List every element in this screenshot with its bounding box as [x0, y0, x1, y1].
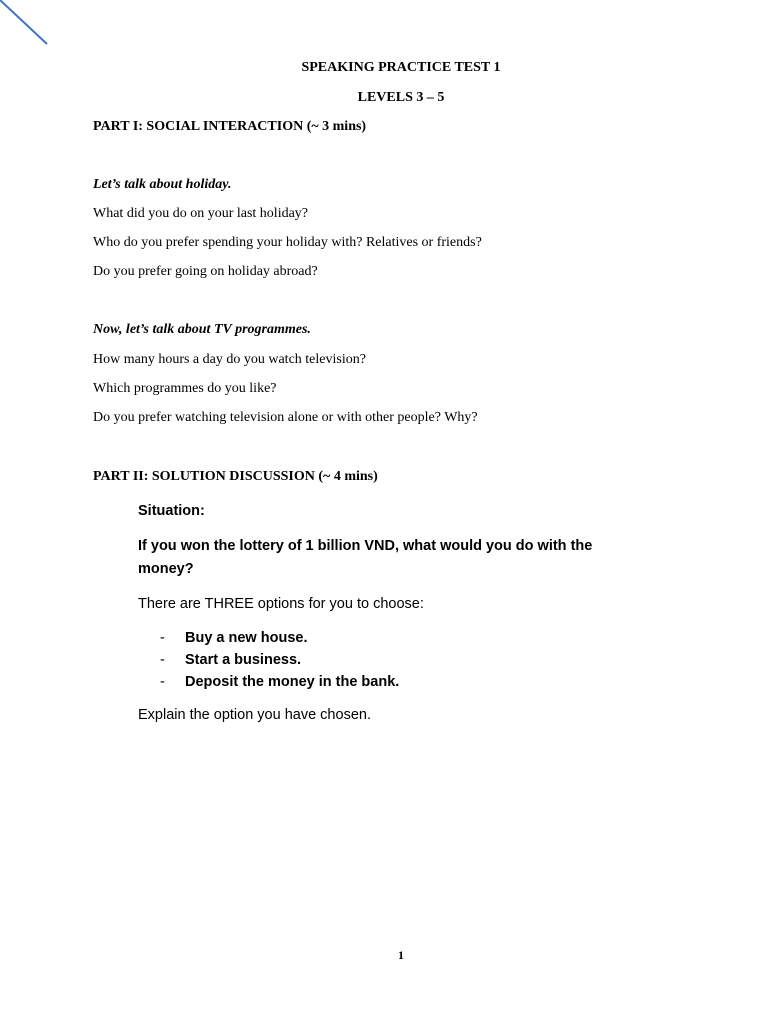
- option-label: Buy a new house.: [185, 630, 308, 646]
- option-label: Start a business.: [185, 652, 302, 668]
- option-item: [160, 627, 399, 649]
- corner-fold-line: [0, 0, 60, 60]
- bullet-dash: -: [160, 652, 165, 668]
- document-levels: LEVELS 3 – 5: [357, 90, 445, 105]
- topic1-question-1: What did you do on your last holiday?: [93, 206, 309, 221]
- part1-heading: PART I: SOCIAL INTERACTION (~ 3 mins): [93, 119, 367, 134]
- situation-label: Situation:: [138, 503, 205, 519]
- bullet-dash: -: [160, 674, 165, 690]
- topic2-question-3: Do you prefer watching television alone or with other people? Why?: [93, 410, 478, 425]
- topic2-question-2: Which programmes do you like?: [93, 381, 277, 396]
- option-label: Deposit the money in the bank.: [185, 674, 400, 690]
- topic1-question-2: Who do you prefer spending your holiday with? Relatives or friends?: [93, 235, 482, 250]
- part2-heading: PART II: SOLUTION DISCUSSION (~ 4 mins): [93, 469, 378, 484]
- options-list: [160, 627, 399, 693]
- topic1-question-3: Do you prefer going on holiday abroad?: [93, 264, 318, 279]
- topic2-question-1: How many hours a day do you watch television?: [93, 352, 366, 367]
- document-title: SPEAKING PRACTICE TEST 1: [301, 60, 501, 75]
- closing-instruction: Explain the option you have chosen.: [138, 707, 371, 723]
- topic2-intro: Now, let’s talk about TV programmes.: [93, 322, 311, 337]
- option-item: [160, 649, 399, 671]
- page-number: 1: [398, 948, 404, 962]
- situation-question-line-2: money?: [138, 561, 194, 577]
- situation-question-line-1: If you won the lottery of 1 billion VND, what would you do with the: [138, 538, 593, 554]
- topic1-intro: Let’s talk about holiday.: [93, 177, 232, 192]
- option-item: [160, 671, 399, 693]
- options-intro: There are THREE options for you to choose:: [138, 596, 424, 612]
- bullet-dash: -: [160, 630, 165, 646]
